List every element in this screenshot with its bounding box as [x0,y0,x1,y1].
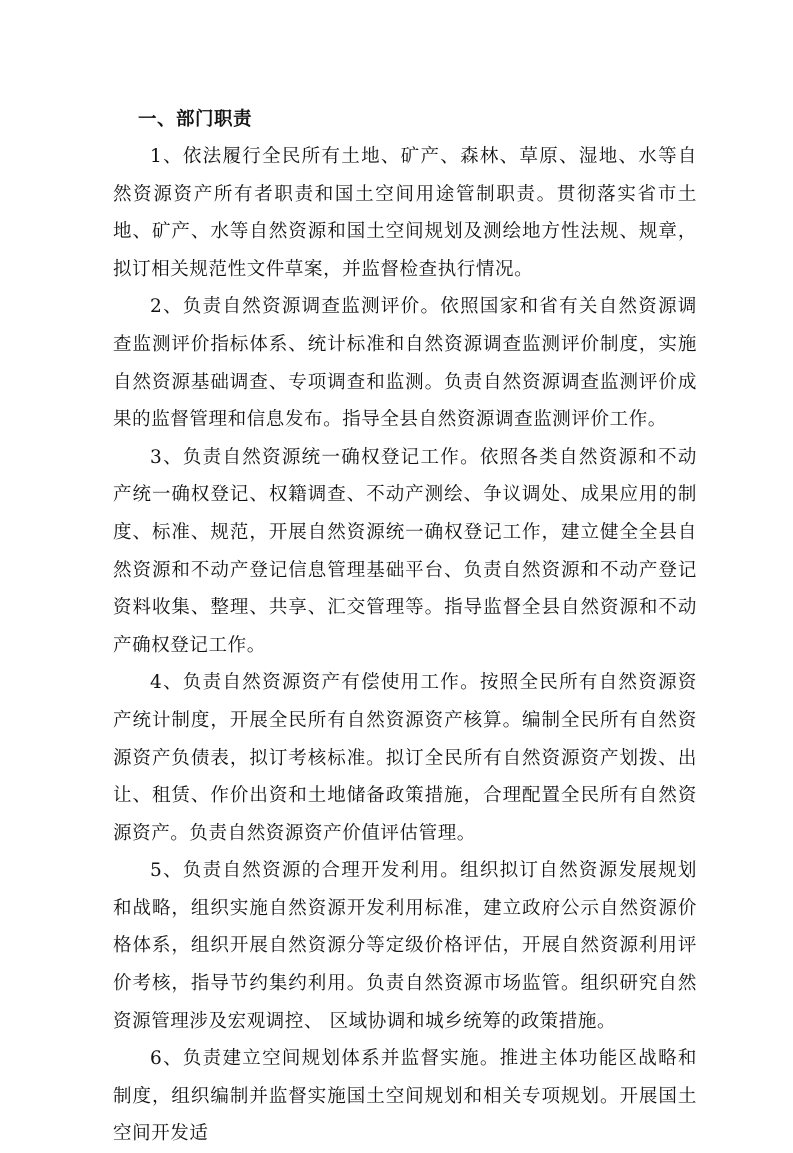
duty-paragraph-4: 4、负责自然资源资产有偿使用工作。按照全民所有自然资源资产统计制度，开展全民所有自然资源资产核算。编制全民所有自然资源资产负债表，拟订考核标准。拟订全民所有自然资源资产划拨、出让、租赁、作价出资和土地储备政策措施，合理配置全民所有自然资源资产。负责自然资源资产价值评估管理。 [113,672,697,844]
duty-paragraph-2: 2、负责自然资源调查监测评价。依照国家和省有关自然资源调查监测评价指标体系、统计标准和自然资源调查监测评价制度，实施自然资源基础调查、专项调查和监测。负责自然资源调查监测评价成果的监督管理和信息发布。指导全县自然资源调查监测评价工作。 [113,296,697,431]
section-heading: 一、部门职责 [138,109,253,130]
duty-paragraph-3: 3、负责自然资源统一确权登记工作。依照各类自然资源和不动产统一确权登记、权籍调查、不动产测绘、争议调处、成果应用的制度、标准、规范，开展自然资源统一确权登记工作，建立健全全县自然资源和不动产登记信息管理基础平台、负责自然资源和不动产登记资料收集、整理、共享、汇交管理等。指导监督全县自然资源和不动产确权登记工作。 [113,446,697,656]
duty-paragraph-1: 1、依法履行全民所有土地、矿产、森林、草原、湿地、水等自然资源资产所有者职责和国土空间用途管制职责。贯彻落实省市土地、矿产、水等自然资源和国土空间规划及测绘地方性法规、规章，拟订相关规范性文件草案，并监督检查执行情况。 [113,146,697,280]
duty-paragraph-5: 5、负责自然资源的合理开发利用。组织拟订自然资源发展规划和战略，组织实施自然资源开发利用标准，建立政府公示自然资源价格体系，组织开展自然资源分等定级价格评估，开展自然资源利用评价考核，指导节约集约利用。负责自然资源市场监管。组织研究自然资源管理涉及宏观调控、 区域协调和城乡统筹的政策措施。 [113,860,697,1032]
document-body [113,101,697,1153]
duty-paragraph-6: 6、负责建立空间规划体系并监督实施。推进主体功能区战略和制度，组织编制并监督实施国土空间规划和相关专项规划。开展国土空间开发适 [113,1048,697,1145]
